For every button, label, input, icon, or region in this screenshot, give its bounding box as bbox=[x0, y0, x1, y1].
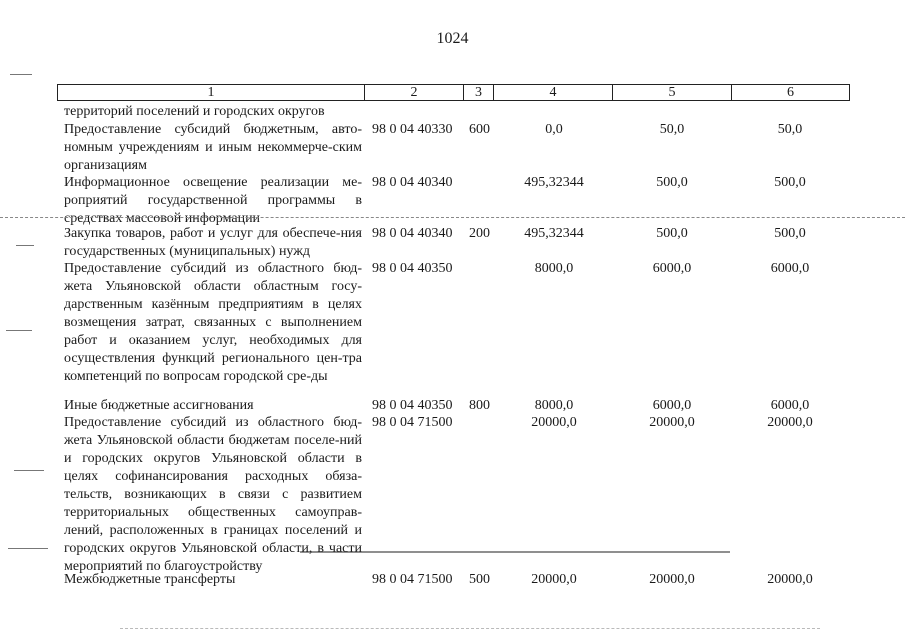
scan-speck bbox=[8, 548, 48, 549]
row-budget-code: 98 0 04 71500 bbox=[372, 415, 453, 430]
row-value-col5: 20000,0 bbox=[649, 572, 695, 587]
row-value-col4: 495,32344 bbox=[524, 226, 584, 241]
scan-speck bbox=[6, 330, 32, 331]
row-expense-type: 200 bbox=[469, 226, 490, 241]
row-value-col6: 20000,0 bbox=[767, 572, 813, 587]
row-value-col4: 8000,0 bbox=[534, 398, 574, 413]
row-budget-code: 98 0 04 40350 bbox=[372, 261, 453, 276]
row-value-col6: 6000,0 bbox=[770, 261, 810, 276]
row-value-col6: 500,0 bbox=[774, 175, 806, 190]
row-budget-code: 98 0 04 40350 bbox=[372, 398, 453, 413]
row-value-col4: 495,32344 bbox=[524, 175, 584, 190]
row-value-col4: 0,0 bbox=[545, 122, 563, 137]
row-value-col5: 500,0 bbox=[656, 226, 688, 241]
row-value-col6: 6000,0 bbox=[770, 398, 810, 413]
row-value-col6: 500,0 bbox=[774, 226, 806, 241]
scan-speck bbox=[16, 245, 34, 246]
row-value-col5: 6000,0 bbox=[652, 261, 692, 276]
row-description: территорий поселений и городских округов bbox=[64, 104, 325, 119]
row-expense-type: 600 bbox=[469, 122, 490, 137]
page-number: 1024 bbox=[436, 30, 469, 47]
scan-fold-line bbox=[300, 551, 730, 553]
scan-speck bbox=[14, 470, 44, 471]
row-description: Иные бюджетные ассигнования bbox=[64, 398, 254, 413]
column-header-1: 1 bbox=[58, 85, 365, 101]
column-header-6: 6 bbox=[732, 85, 850, 101]
column-header-5: 5 bbox=[613, 85, 732, 101]
row-value-col4: 20000,0 bbox=[531, 415, 577, 430]
row-value-col4: 20000,0 bbox=[531, 572, 577, 587]
row-expense-type: 500 bbox=[469, 572, 490, 587]
row-description: Предоставление субсидий из областного бюд-жета Ульяновской области бюджетам поселе-ний и городских округов Ульяновской области в целях софинансирования расходных обяза-тельств, возникающих в связи с развитием территориальных общественных самоуправ-лений, расположенных в границах поселений и городских округов Ульяновской области, в части мероприятий по благоустройству bbox=[64, 415, 362, 574]
scan-fold-line bbox=[0, 217, 905, 218]
row-value-col5: 6000,0 bbox=[652, 398, 692, 413]
row-expense-type: 800 bbox=[469, 398, 490, 413]
row-budget-code: 98 0 04 71500 bbox=[372, 572, 453, 587]
row-description: Предоставление субсидий бюджетным, авто-номным учреждениям и иным некоммерче-ским организациям bbox=[64, 122, 362, 173]
column-header-2: 2 bbox=[365, 85, 464, 101]
row-description: Межбюджетные трансферты bbox=[64, 572, 236, 587]
row-value-col4: 8000,0 bbox=[534, 261, 574, 276]
row-value-col5: 50,0 bbox=[659, 122, 685, 137]
row-budget-code: 98 0 04 40340 bbox=[372, 226, 453, 241]
row-description: Информационное освещение реализации ме-роприятий государственной программы в средствах массовой информации bbox=[64, 175, 362, 226]
row-description: Предоставление субсидий из областного бюд-жета Ульяновской области областным госу-дарственным казённым предприятиям в целях возмещения затрат, связанных с выполнением работ и оказанием услуг, необходимых для осуществления функций регионального цен-тра компетенций по вопросам городской сре-ды bbox=[64, 261, 362, 384]
scan-speck bbox=[120, 628, 820, 629]
row-value-col6: 50,0 bbox=[777, 122, 803, 137]
row-description: Закупка товаров, работ и услуг для обеспече-ния государственных (муниципальных) нужд bbox=[64, 226, 362, 259]
row-budget-code: 98 0 04 40330 bbox=[372, 122, 453, 137]
column-header-4: 4 bbox=[494, 85, 613, 101]
scan-speck bbox=[10, 74, 32, 75]
column-header-3: 3 bbox=[464, 85, 494, 101]
row-value-col5: 20000,0 bbox=[649, 415, 695, 430]
row-budget-code: 98 0 04 40340 bbox=[372, 175, 453, 190]
row-value-col6: 20000,0 bbox=[767, 415, 813, 430]
row-value-col5: 500,0 bbox=[656, 175, 688, 190]
